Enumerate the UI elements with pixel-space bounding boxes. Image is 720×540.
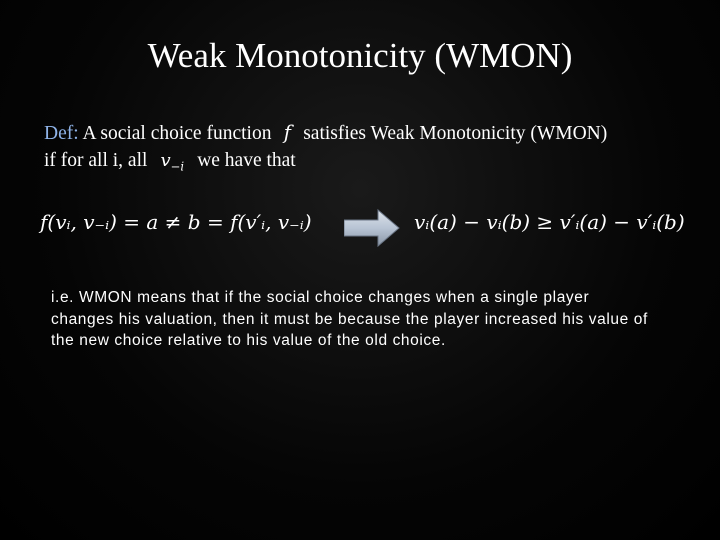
symbol-v-subscript: −i: [170, 159, 185, 174]
right-arrow-icon: [344, 208, 400, 253]
explanation-note: i.e. WMON means that if the social choice changes when a single player changes his valuation, then it must be because the player increased his value of the new choice relative to his value of the old choice.: [51, 289, 648, 349]
symbol-v-minus-i: [152, 147, 192, 181]
symbol-v: v: [160, 150, 171, 171]
definition-label: Def:: [44, 123, 79, 144]
symbol-f: f: [283, 121, 291, 144]
definition: [44, 119, 704, 181]
definition-text-2: satisfies Weak Monotonicity (WMON): [303, 123, 608, 144]
formula-right: vᵢ(a) − vᵢ(b) ≥ v′ᵢ(a) − v′ᵢ(b): [414, 210, 685, 234]
definition-text-4: we have that: [197, 150, 296, 171]
slide-title: Weak Monotonicity (WMON): [147, 36, 573, 75]
formula-left: f(vᵢ, v₋ᵢ) = a ≠ b = f(v′ᵢ, v₋ᵢ): [40, 210, 312, 234]
definition-text-3: if for all i, all: [44, 150, 148, 171]
definition-text-1: A social choice function: [82, 123, 272, 144]
